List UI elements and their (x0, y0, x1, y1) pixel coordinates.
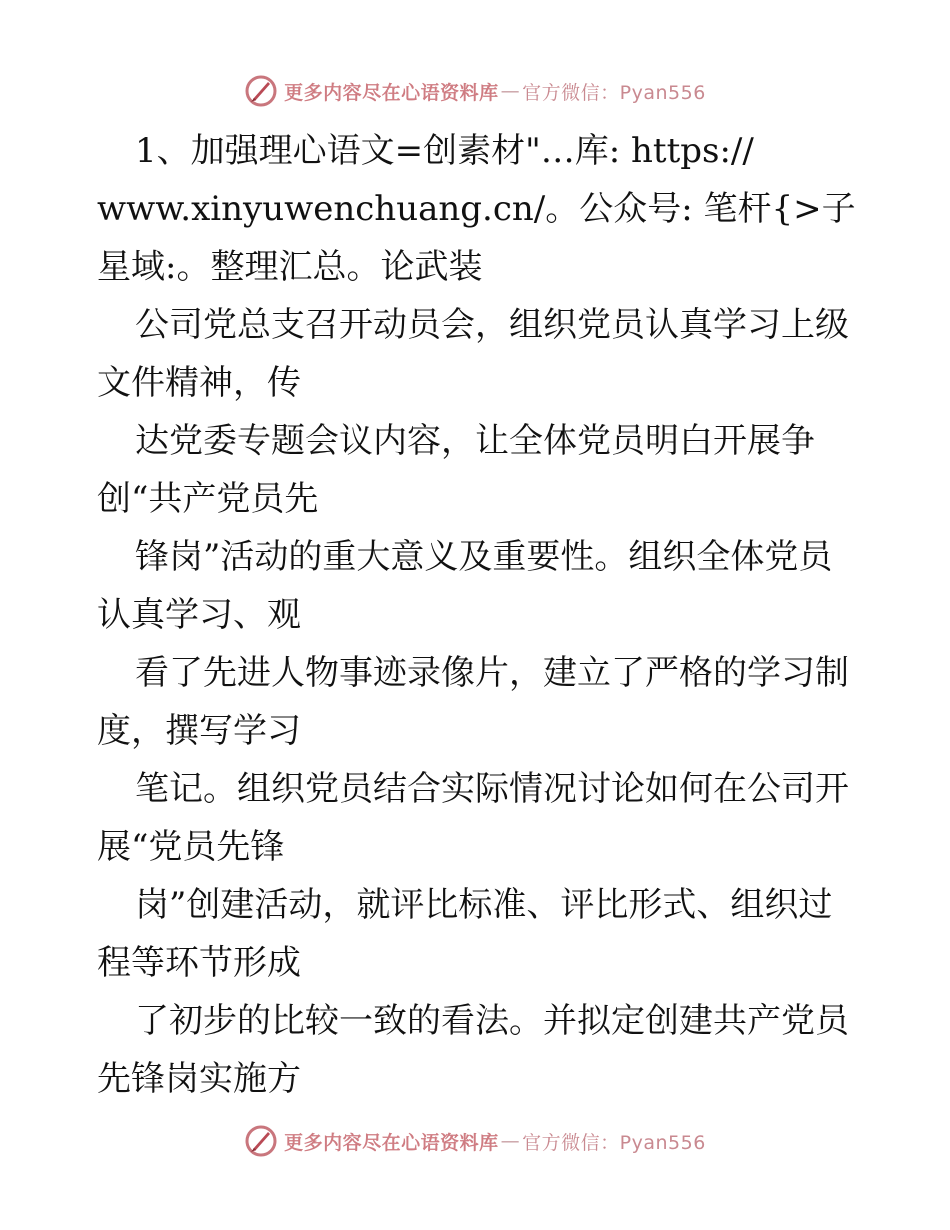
header-watermark (0, 71, 950, 111)
banner-contact-text: 官方微信：Pyan556 (522, 1131, 706, 1154)
quill-pen-logo-icon (244, 74, 278, 108)
paragraph-3: 达党委专题会议内容，让全体党员明白开展争创“共产党员先 (97, 421, 815, 519)
paragraph-6: 笔记。组织党员结合实际情况讨论如何在公司开展“党员先锋 (97, 769, 849, 867)
paragraph-5: 看了先进人物事迹录像片，建立了严格的学习制度，撰写学习 (97, 653, 849, 751)
banner-contact-text: 官方微信：Pyan556 (522, 81, 706, 104)
banner-dash: — (500, 1130, 521, 1152)
quill-pen-logo-icon (244, 1124, 278, 1158)
paragraph-8: 了初步的比较一致的看法。并拟定创建共产党员先锋岗实施方 (97, 1001, 849, 1099)
paragraph-4: 锋岗”活动的重大意义及重要性。组织全体党员认真学习、观 (97, 537, 833, 635)
banner-main-text: 更多内容尽在心语资料库 (284, 81, 499, 104)
banner-main-text: 更多内容尽在心语资料库 (284, 1131, 499, 1154)
document-body (97, 122, 862, 1108)
banner-dash: — (500, 80, 521, 102)
footer-watermark (0, 1121, 950, 1161)
paragraph-7: 岗”创建活动，就评比标准、评比形式、组织过程等环节形成 (97, 885, 833, 983)
paragraph-1: 1、加强理心语文=创素材"…库: https:// www.xinyuwenchuang.cn/。公众号: 笔杆{>子星域:。整理汇总。论武装 (97, 131, 856, 287)
paragraph-2: 公司党总支召开动员会，组织党员认真学习上级文件精神，传 (97, 305, 849, 403)
